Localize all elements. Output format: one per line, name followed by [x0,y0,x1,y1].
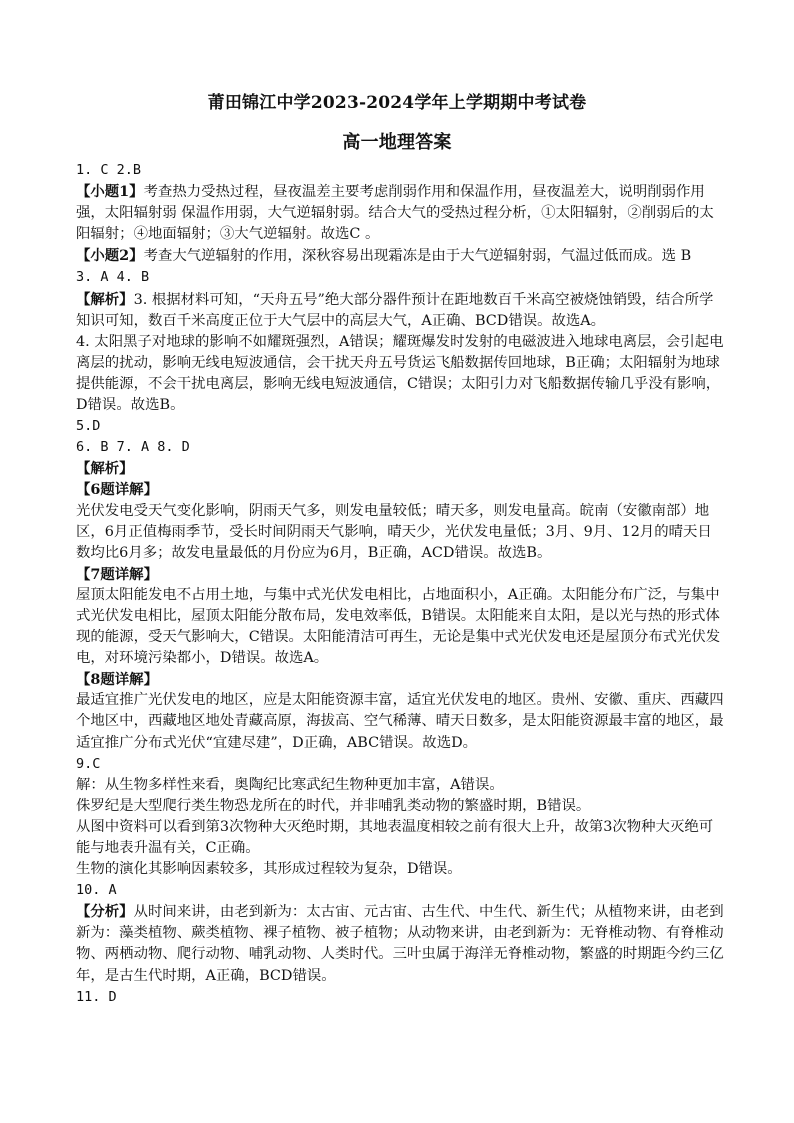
answer-5: 5.D [76,418,101,435]
q3-text: 3. 根据材料可知，“天舟五号”绝大部分器件预计在距地数百千米高空被烧蚀销毁，结合所学知识可知，数百千米高度正位于大气层中的高层大气，A正确、BCD错误。故选A。 [76,291,714,329]
answer-6-8: 6. B 7. A 8. D [76,439,190,456]
q2-label: 【小题2】 [76,247,144,265]
explanation-q3 [76,289,726,332]
explanation-q9-line4: 生物的演化其影响因素较多，其形成过程较为复杂，D错误。 [76,861,462,878]
answer-3-4: 3. A 4. B [76,269,150,286]
explanation-q7: 屋顶太阳能发电不占用土地，与集中式光伏发电相比，占地面积小，A正确。太阳能分布广泛，与集中式光伏发电相比，屋顶太阳能分散布局，发电效率低，B错误。太阳能来自太阳，是以光与热的形式体现的能源，受天气影响大，C错误。太阳能清洁可再生，无论是集中式光伏发电还是屋顶分布式光伏发电，对环境污染都小，D错误。故选A。 [76,586,721,667]
q10-text: 从时间来讲，由老到新为：太古宙、元古宙、古生代、中生代、新生代；从植物来讲，由老到新为：藻类植物、蕨类植物、裸子植物、被子植物；从动物来讲，由老到新为：无脊椎动物、有脊椎动物、两栖动物、爬行动物、哺乳动物、人类时代。三叶虫属于海洋无脊椎动物，繁盛的时期距今约三亿年，是古生代时期，A正确，BCD错误。 [76,904,724,984]
explanation-q1 [76,181,726,245]
page-subtitle: 高一地理答案 [342,132,452,153]
explanation-q8: 最适宜推广光伏发电的地区，应是太阳能资源丰富，适宜光伏发电的地区。贵州、安徽、重庆、西藏四个地区中，西藏地区地处青藏高原，海拔高、空气稀薄、晴天日数多，是太阳能资源最丰富的地区，最适宜推广分布式光伏“宜建尽建”，D正确，ABC错误。故选D。 [76,692,724,751]
analysis-label: 【解析】 [76,460,134,478]
q1-label: 【小题1】 [76,183,144,201]
q3-label: 【解析】 [76,290,134,308]
q6-label: 【6题详解】 [76,481,158,499]
q1-text: 考查热力受热过程，昼夜温差主要考虑削弱作用和保温作用，昼夜温差大，说明削弱作用强，太阳辐射弱 保温作用弱，大气逆辐射弱。结合大气的受热过程分析，①太阳辐射，②削弱后的太阳辐射；④地面辐射；③大气逆辐射。故选C 。 [76,184,714,243]
explanation-q6: 光伏发电受天气变化影响，阴雨天气多，则发电量较低；晴天多，则发电量高。皖南（安徽南部）地区，6月正值梅雨季节，受长时间阴雨天气影响，晴天少，光伏发电量低；3月、9月、12月的晴天日数均比6月多；故发电量最低的月份应为6月，B正确，ACD错误。故选B。 [76,502,712,561]
explanation-q10 [76,901,726,986]
q8-label: 【8题详解】 [76,671,158,689]
q7-label: 【7题详解】 [76,565,158,583]
explanation-q4: 4. 太阳黑子对地球的影响不如耀斑强烈，A错误；耀斑爆发时发射的电磁波进入地球电离层，会引起电离层的扰动，影响无线电短波通信，会干扰天舟五号货运飞船数据传回地球，B正确；太阳辐射为地球提供能源，不会干扰电离层，影响无线电短波通信，C错误；太阳引力对飞船数据传输几乎没有影响，D错误。故选B。 [76,333,724,414]
answer-9: 9.C [76,755,101,772]
q10-label: 【分析】 [76,903,134,921]
answer-10: 10. A [76,882,117,899]
answer-11: 11. D [76,988,117,1005]
q2-text: 考查大气逆辐射的作用，深秋容易出现霜冻是由于大气逆辐射弱，气温过低而成。选 B [143,248,692,265]
explanation-q9-line1: 解：从生物多样性来看，奥陶纪比寒武纪生物种更加丰富，A错误。 [76,776,504,793]
explanation-q2 [76,245,726,267]
answer-1-2: 1. C 2.B [76,162,142,178]
answer-body [76,160,726,1008]
page-title: 莆田锦江中学2023-2024学年上学期期中考试卷 [207,93,587,113]
explanation-q9-line3: 从图中资料可以看到第3次物种大灭绝时期，其地表温度相较之前有很大上升，故第3次物种大灭绝可能与地表升温有关，C正确。 [76,818,714,856]
explanation-q9-line2: 侏罗纪是大型爬行类生物恐龙所在的时代，并非哺乳类动物的繁盛时期，B错误。 [76,797,591,814]
